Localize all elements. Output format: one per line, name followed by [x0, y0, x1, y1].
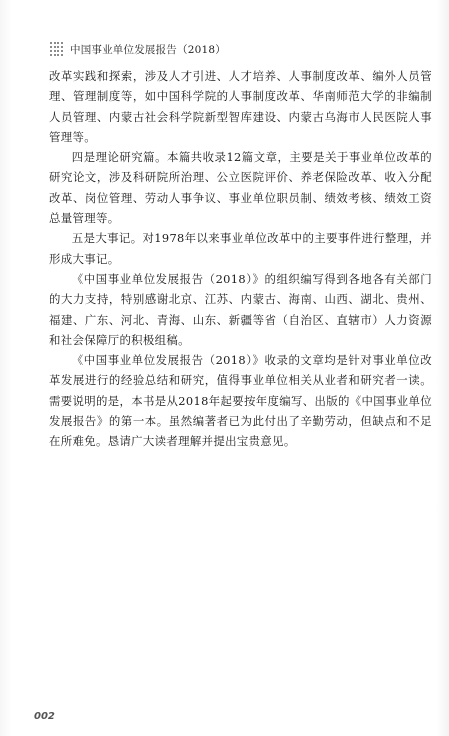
paragraph-continuation: 改革实践和探索，涉及人才引进、人才培养、人事制度改革、编外人员管理、管理制度等，如中国科学院的人事制度改革、华南师范大学的非编制人员管理、内蒙古社会科学院新型智库建设、内蒙古乌海市人民医院人事管理等。	[49, 69, 432, 144]
paragraph-closing: 《中国事业单位发展报告（2018）》收录的文章均是针对事业单位改革发展进行的经验总结和研究，值得事业单位相关从业者和研究者一读。需要说明的是，本书是从2018年起要按年度编写、出版的《中国事业单位发展报告》的第一本。虽然编著者已为此付出了辛勤劳动，但缺点和不足在所难免。恳请广大读者理解并提出宝贵意见。	[49, 353, 432, 449]
paragraph-chronicle: 五是大事记。对1978年以来事业单位改革中的主要事件进行整理，并形成大事记。	[49, 231, 432, 266]
running-header	[50, 40, 226, 58]
paragraph-acknowledgement: 《中国事业单位发展报告（2018）》的组织编写得到各地各有关部门的大力支持，特别感谢北京、江苏、内蒙古、海南、山西、湖北、贵州、福建、广东、河北、青海、山东、新疆等省（自治区、直辖市）人力资源和社会保障厅的积极组稿。	[49, 271, 432, 347]
page-number: 002	[34, 711, 55, 722]
body-text	[49, 66, 432, 452]
dot-grid-icon	[50, 42, 64, 56]
paragraph-theory-section: 四是理论研究篇。本篇共收录12篇文章，主要是关于事业单位改革的研究论文，涉及科研院所治理、公立医院评价、养老保险改革、收入分配改革、岗位管理、劳动人事争议、事业单位职员制、绩效考核、绩效工资总量管理等。	[49, 150, 432, 226]
header-title: 中国事业单位发展报告（2018）	[70, 43, 226, 56]
